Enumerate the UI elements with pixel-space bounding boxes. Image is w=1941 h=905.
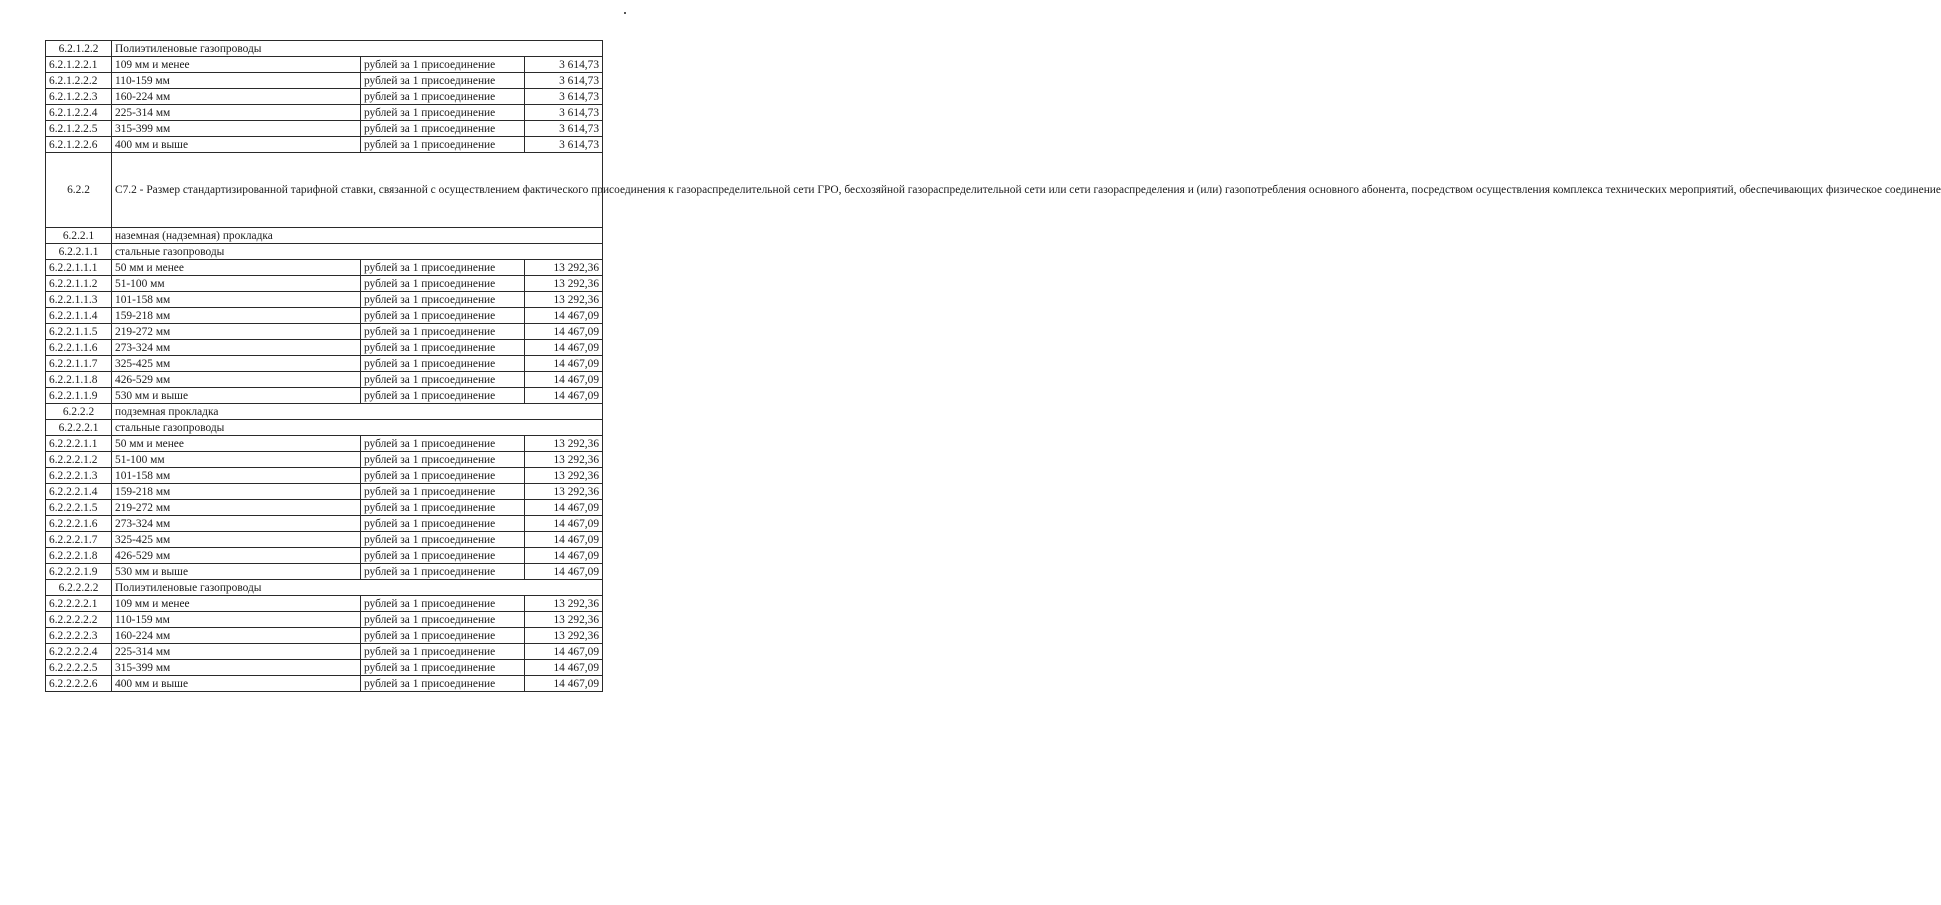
row-unit: рублей за 1 присоединение (361, 612, 525, 628)
row-unit: рублей за 1 присоединение (361, 484, 525, 500)
table-row (46, 660, 603, 676)
row-code: 6.2.2.2.1.3 (46, 468, 112, 484)
row-value: 14 467,09 (525, 660, 603, 676)
table-row (46, 548, 603, 564)
table-row (46, 436, 603, 452)
table-row (46, 89, 603, 105)
row-description: 530 мм и выше (112, 388, 361, 404)
row-code: 6.2.1.2.2.5 (46, 121, 112, 137)
table-row (46, 228, 603, 244)
table-row (46, 340, 603, 356)
row-description: 315-399 мм (112, 121, 361, 137)
row-value: 14 467,09 (525, 548, 603, 564)
row-description: 109 мм и менее (112, 57, 361, 73)
table-row (46, 324, 603, 340)
row-value: 3 614,73 (525, 105, 603, 121)
row-description: 315-399 мм (112, 660, 361, 676)
row-value: 13 292,36 (525, 292, 603, 308)
tariff-table-body (46, 41, 1941, 692)
row-value: 13 292,36 (525, 612, 603, 628)
table-row (46, 372, 603, 388)
row-code: 6.2.2.2.2.2 (46, 612, 112, 628)
row-unit: рублей за 1 присоединение (361, 548, 525, 564)
row-description: 50 мм и менее (112, 436, 361, 452)
table-row (46, 57, 603, 73)
scan-speck (624, 12, 626, 14)
row-value: 14 467,09 (525, 644, 603, 660)
row-description: 51-100 мм (112, 276, 361, 292)
table-row (46, 452, 603, 468)
row-description: 110-159 мм (112, 73, 361, 89)
row-unit: рублей за 1 присоединение (361, 564, 525, 580)
row-unit: рублей за 1 присоединение (361, 324, 525, 340)
row-value: 13 292,36 (525, 452, 603, 468)
table-row (46, 500, 603, 516)
table-row (46, 644, 603, 660)
table-row (46, 137, 603, 153)
row-code: 6.2.2.1.1.2 (46, 276, 112, 292)
row-unit: рублей за 1 присоединение (361, 596, 525, 612)
row-description: наземная (надземная) прокладка (112, 228, 603, 244)
row-unit: рублей за 1 присоединение (361, 292, 525, 308)
row-value: 3 614,73 (525, 137, 603, 153)
row-description: 273-324 мм (112, 516, 361, 532)
row-description: 225-314 мм (112, 105, 361, 121)
table-row (46, 612, 603, 628)
row-code: 6.2.2.2.2 (46, 580, 112, 596)
row-code: 6.2.2.2.2.3 (46, 628, 112, 644)
row-code: 6.2.1.2.2.4 (46, 105, 112, 121)
row-value: 14 467,09 (525, 516, 603, 532)
row-description: Полиэтиленовые газопроводы (112, 41, 603, 57)
row-unit: рублей за 1 присоединение (361, 105, 525, 121)
row-value: 14 467,09 (525, 676, 603, 692)
row-value: 14 467,09 (525, 388, 603, 404)
row-code: 6.2.2.1.1.4 (46, 308, 112, 324)
row-unit: рублей за 1 присоединение (361, 372, 525, 388)
table-row (46, 468, 603, 484)
row-value: 13 292,36 (525, 468, 603, 484)
row-description: 50 мм и менее (112, 260, 361, 276)
table-row (46, 41, 603, 57)
row-description: 160-224 мм (112, 628, 361, 644)
row-value: 13 292,36 (525, 484, 603, 500)
row-description: 160-224 мм (112, 89, 361, 105)
row-description: 325-425 мм (112, 532, 361, 548)
table-row (46, 516, 603, 532)
table-row (46, 580, 603, 596)
table-row (46, 73, 603, 89)
row-description: 225-314 мм (112, 644, 361, 660)
table-row (46, 153, 603, 228)
table-row (46, 292, 603, 308)
row-code: 6.2.1.2.2.2 (46, 73, 112, 89)
row-unit: рублей за 1 присоединение (361, 644, 525, 660)
row-unit: рублей за 1 присоединение (361, 628, 525, 644)
table-row (46, 276, 603, 292)
row-code: 6.2.2.2.2.1 (46, 596, 112, 612)
row-code: 6.2.2.2.1.9 (46, 564, 112, 580)
row-unit: рублей за 1 присоединение (361, 468, 525, 484)
row-description: 159-218 мм (112, 308, 361, 324)
row-code: 6.2.2.2 (46, 404, 112, 420)
table-row (46, 420, 603, 436)
row-value: 14 467,09 (525, 308, 603, 324)
row-unit: рублей за 1 присоединение (361, 676, 525, 692)
row-description: 159-218 мм (112, 484, 361, 500)
row-description: 219-272 мм (112, 324, 361, 340)
row-unit: рублей за 1 присоединение (361, 121, 525, 137)
row-unit: рублей за 1 присоединение (361, 516, 525, 532)
row-description: 110-159 мм (112, 612, 361, 628)
row-code: 6.2.2.2.1.1 (46, 436, 112, 452)
row-code: 6.2.2 (46, 153, 112, 228)
row-description: 51-100 мм (112, 452, 361, 468)
row-value: 13 292,36 (525, 628, 603, 644)
row-description: 273-324 мм (112, 340, 361, 356)
row-value: 3 614,73 (525, 73, 603, 89)
row-code: 6.2.2.1.1 (46, 244, 112, 260)
row-code: 6.2.2.1.1.5 (46, 324, 112, 340)
row-unit: рублей за 1 присоединение (361, 137, 525, 153)
row-code: 6.2.2.1 (46, 228, 112, 244)
row-unit: рублей за 1 присоединение (361, 660, 525, 676)
row-value: 13 292,36 (525, 276, 603, 292)
table-row (46, 404, 603, 420)
row-unit: рублей за 1 присоединение (361, 276, 525, 292)
row-code: 6.2.2.2.1.4 (46, 484, 112, 500)
row-code: 6.2.1.2.2.1 (46, 57, 112, 73)
row-unit: рублей за 1 присоединение (361, 89, 525, 105)
row-code: 6.2.2.2.2.5 (46, 660, 112, 676)
table-row (46, 676, 603, 692)
row-description: 101-158 мм (112, 292, 361, 308)
row-code: 6.2.2.2.1.5 (46, 500, 112, 516)
row-value: 14 467,09 (525, 324, 603, 340)
table-row (46, 308, 603, 324)
row-value: 14 467,09 (525, 356, 603, 372)
table-row (46, 532, 603, 548)
row-value: 14 467,09 (525, 340, 603, 356)
row-code: 6.2.1.2.2.6 (46, 137, 112, 153)
row-description: 400 мм и выше (112, 137, 361, 153)
row-code: 6.2.2.1.1.9 (46, 388, 112, 404)
row-description: стальные газопроводы (112, 244, 603, 260)
row-unit: рублей за 1 присоединение (361, 73, 525, 89)
row-value: 3 614,73 (525, 121, 603, 137)
row-code: 6.2.2.2.1.6 (46, 516, 112, 532)
row-unit: рублей за 1 присоединение (361, 500, 525, 516)
table-row (46, 105, 603, 121)
table-row (46, 484, 603, 500)
table-row (46, 596, 603, 612)
row-description: Полиэтиленовые газопроводы (112, 580, 603, 596)
row-code: 6.2.2.1.1.3 (46, 292, 112, 308)
table-row (46, 388, 603, 404)
row-code: 6.2.2.2.2.4 (46, 644, 112, 660)
row-value: 3 614,73 (525, 89, 603, 105)
row-unit: рублей за 1 присоединение (361, 340, 525, 356)
row-unit: рублей за 1 присоединение (361, 532, 525, 548)
row-description: 530 мм и выше (112, 564, 361, 580)
row-code: 6.2.2.2.1.7 (46, 532, 112, 548)
table-row (46, 244, 603, 260)
row-value: 14 467,09 (525, 564, 603, 580)
row-code: 6.2.2.1.1.1 (46, 260, 112, 276)
row-code: 6.2.2.2.1.8 (46, 548, 112, 564)
table-row (46, 628, 603, 644)
row-value: 14 467,09 (525, 500, 603, 516)
row-unit: рублей за 1 присоединение (361, 388, 525, 404)
row-description: 325-425 мм (112, 356, 361, 372)
row-code: 6.2.2.2.1.2 (46, 452, 112, 468)
row-description: стальные газопроводы (112, 420, 603, 436)
row-description: 426-529 мм (112, 548, 361, 564)
row-description: подземная прокладка (112, 404, 603, 420)
table-row (46, 356, 603, 372)
row-value: 13 292,36 (525, 596, 603, 612)
row-value: 13 292,36 (525, 436, 603, 452)
row-unit: рублей за 1 присоединение (361, 260, 525, 276)
row-description-paragraph: С7.2 - Размер стандартизированной тарифной ставки, связанной с осуществлением фактического присоединения к газораспределительной сети ГРО, бесхозяйной газораспределительной сети или сети газораспределения и (или) газопотребления основного абонента, посредством осуществления комплекса технических мероприятий, обеспечивающих физическое соединение (112, 153, 603, 228)
table-row (46, 564, 603, 580)
row-value: 14 467,09 (525, 372, 603, 388)
table-row (46, 260, 603, 276)
row-code: 6.2.1.2.2.3 (46, 89, 112, 105)
row-value: 13 292,36 (525, 260, 603, 276)
row-value: 14 467,09 (525, 532, 603, 548)
tariff-table (45, 40, 1941, 692)
row-description: 219-272 мм (112, 500, 361, 516)
row-description: 109 мм и менее (112, 596, 361, 612)
table-row (46, 121, 603, 137)
row-unit: рублей за 1 присоединение (361, 356, 525, 372)
row-code: 6.2.2.1.1.6 (46, 340, 112, 356)
row-code: 6.2.2.2.2.6 (46, 676, 112, 692)
row-unit: рублей за 1 присоединение (361, 436, 525, 452)
row-unit: рублей за 1 присоединение (361, 452, 525, 468)
row-unit: рублей за 1 присоединение (361, 308, 525, 324)
row-code: 6.2.2.1.1.7 (46, 356, 112, 372)
row-description: 426-529 мм (112, 372, 361, 388)
row-unit: рублей за 1 присоединение (361, 57, 525, 73)
row-description: 400 мм и выше (112, 676, 361, 692)
row-code: 6.2.2.2.1 (46, 420, 112, 436)
row-description: 101-158 мм (112, 468, 361, 484)
row-code: 6.2.2.1.1.8 (46, 372, 112, 388)
row-code: 6.2.1.2.2 (46, 41, 112, 57)
row-value: 3 614,73 (525, 57, 603, 73)
